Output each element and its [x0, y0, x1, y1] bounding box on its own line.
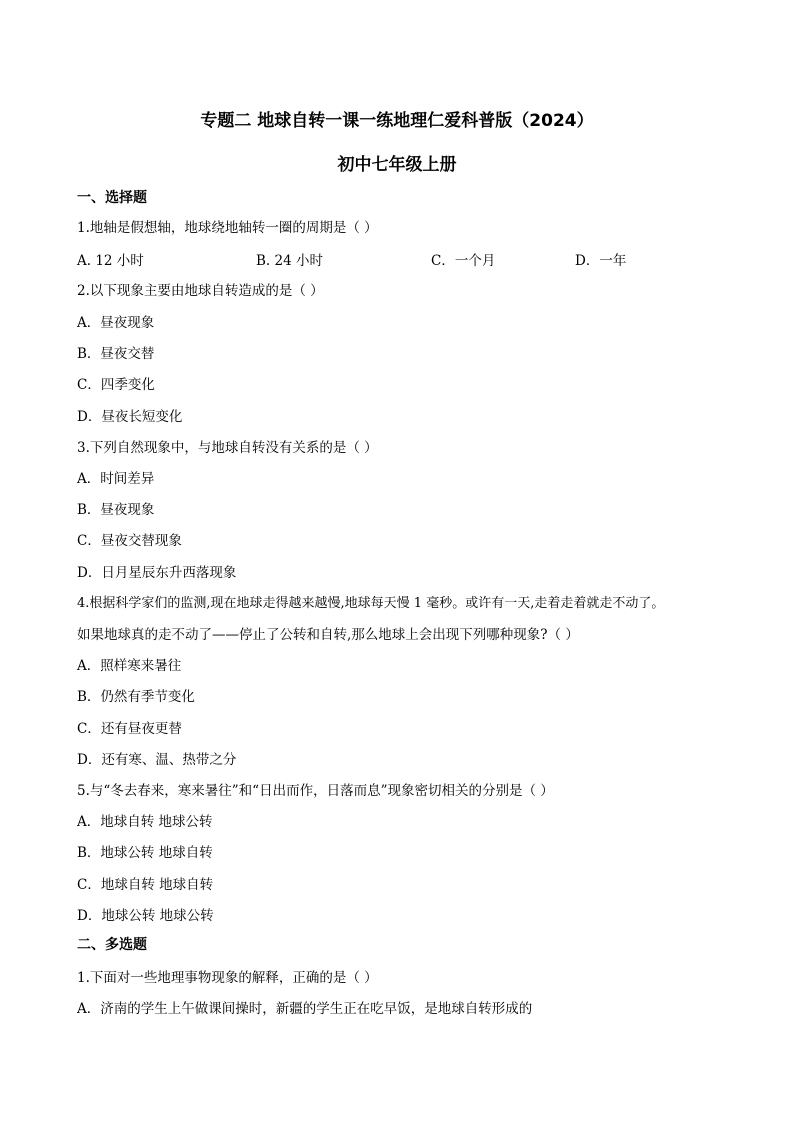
question-2-option-a: A．昼夜现象: [77, 315, 155, 331]
question-2-option-d: D．昼夜长短变化: [77, 409, 183, 425]
question-3-option-c: C．昼夜交替现象: [77, 533, 182, 549]
question-4-option-b: B．仍然有季节变化: [77, 689, 195, 705]
question-2-stem: 2.以下现象主要由地球自转造成的是（ ）: [77, 283, 324, 299]
section-heading-choice: 一、选择题: [77, 190, 147, 206]
document-subtitle: 初中七年级上册: [337, 155, 457, 175]
question-1-option-a: A. 12 小时: [77, 253, 144, 269]
section-heading-multi: 二、多选题: [77, 937, 147, 953]
question-5-option-a: A．地球自转 地球公转: [77, 814, 213, 830]
question-1-option-c: C．一个月: [431, 253, 496, 269]
question-4-option-a: A．照样寒来暑往: [77, 658, 182, 674]
multi-question-1-stem: 1.下面对一些地理事物现象的解释，正确的是（ ）: [77, 970, 378, 986]
question-3-option-d: D．日月星辰东升西落现象: [77, 565, 237, 581]
question-5-stem: 5.与“冬去春来，寒来暑往”和“日出而作，日落而息”现象密切相关的分别是（ ）: [77, 783, 554, 799]
question-1-options: [77, 249, 717, 269]
question-1-stem: 1.地轴是假想轴，地球绕地轴转一圈的周期是（ ）: [77, 220, 378, 236]
question-3-option-a: A．时间差异: [77, 471, 155, 487]
question-5-option-b: B．地球公转 地球自转: [77, 845, 213, 861]
question-4-option-c: C．还有昼夜更替: [77, 721, 182, 737]
question-2-option-b: B．昼夜交替: [77, 346, 155, 362]
question-1-option-d: D．一年: [575, 253, 627, 269]
multi-question-1-option-a: A．济南的学生上午做课间操时，新疆的学生正在吃早饭，是地球自转形成的: [77, 1001, 533, 1017]
question-3-option-b: B．昼夜现象: [77, 502, 155, 518]
question-2-option-c: C．四季变化: [77, 377, 155, 393]
question-4-stem-line-2: 如果地球真的走不动了——停止了公转和自转,那么地球上会出现下列哪种现象?（ ）: [77, 627, 579, 643]
question-4-option-d: D．还有寒、温、热带之分: [77, 752, 237, 768]
question-5-option-d: D．地球公转 地球公转: [77, 908, 214, 924]
question-4-stem-line-1: 4.根据科学家们的监测,现在地球走得越来越慢,地球每天慢 1 毫秒。或许有一天,走着走着就走不动了。: [77, 596, 665, 611]
question-3-stem: 3.下列自然现象中，与地球自转没有关系的是（ ）: [77, 440, 378, 456]
question-5-option-c: C．地球自转 地球自转: [77, 877, 214, 893]
question-1-option-b: B. 24 小时: [256, 253, 323, 269]
document-title: 专题二 地球自转一课一练地理仁爱科普版（2024）: [200, 111, 594, 131]
